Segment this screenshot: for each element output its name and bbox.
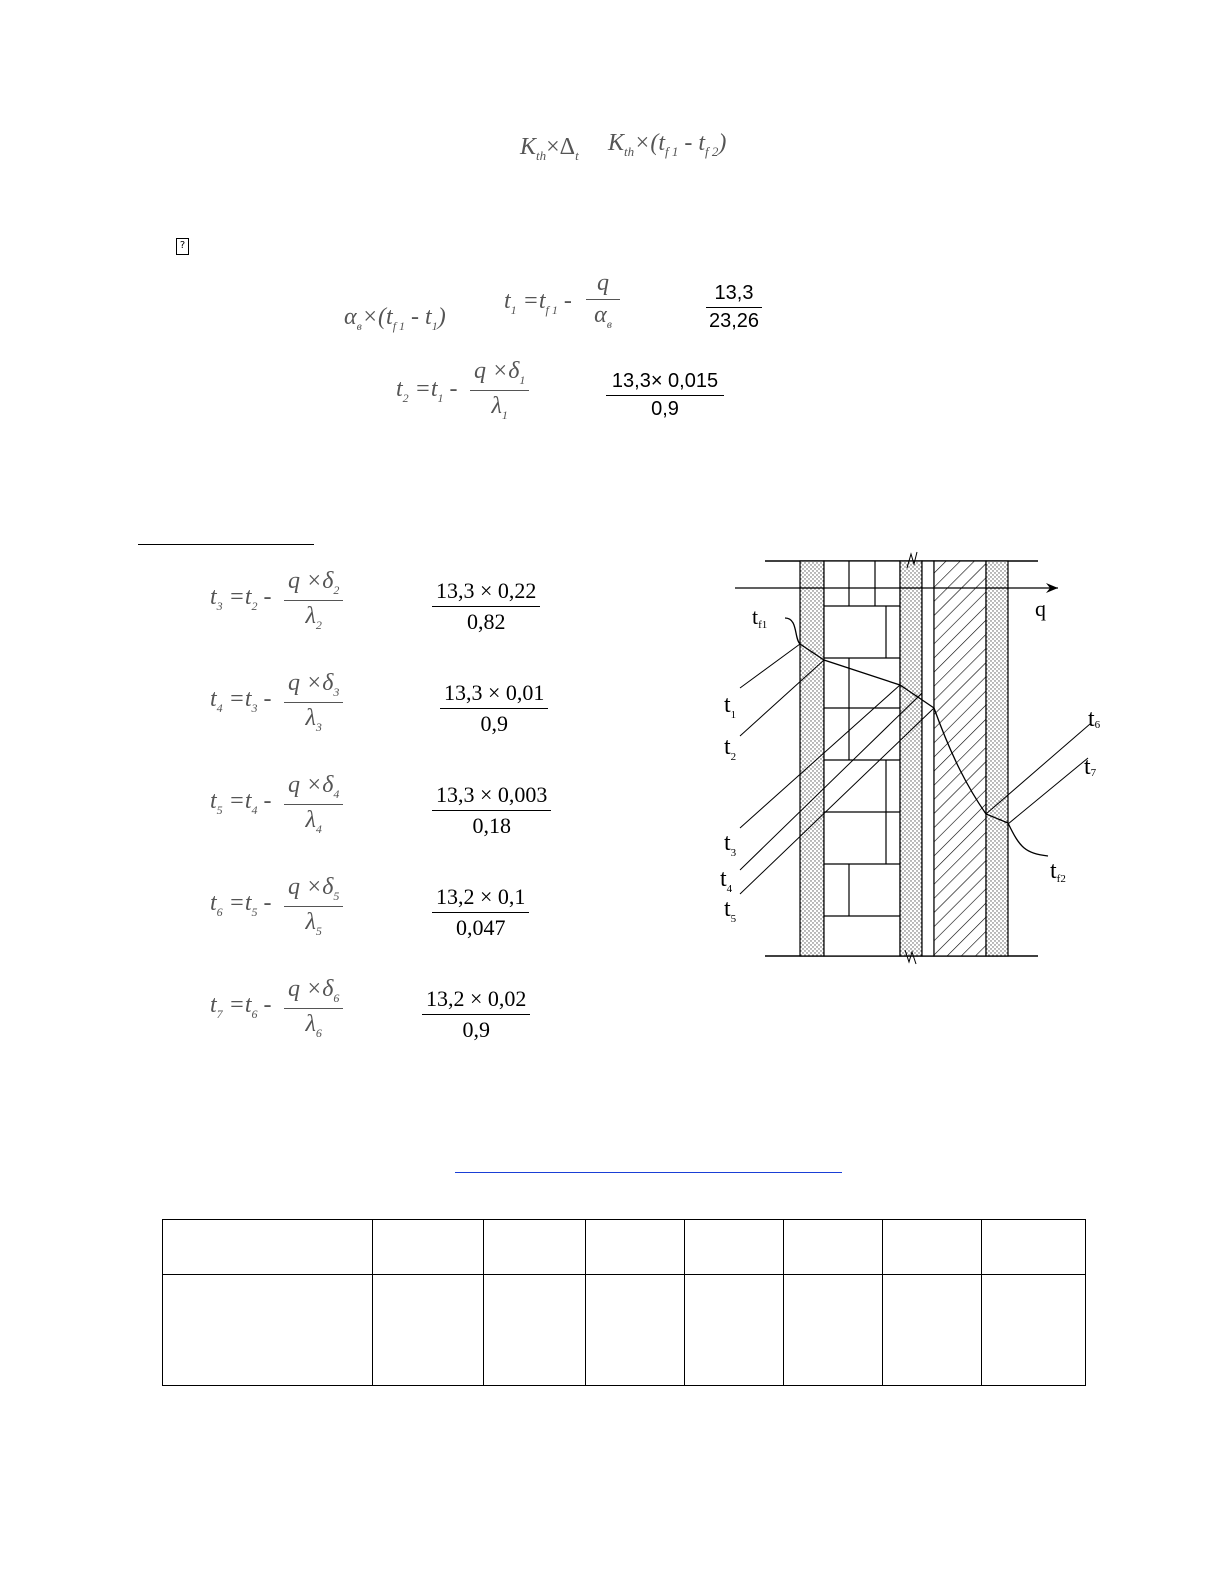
layer-brick bbox=[824, 561, 900, 956]
layer-plaster-inner bbox=[800, 561, 824, 956]
top-formula-k-delta: $K_{th}\times\Delta_t$ bbox=[520, 134, 579, 163]
label-t5: $t_5$ bbox=[724, 896, 737, 925]
top-formula-k-temp-diff: $K_{th}\times(t_{f 1} - t_{f 2})$ bbox=[608, 130, 727, 159]
table-cell bbox=[373, 1275, 484, 1386]
layer-insulation bbox=[934, 561, 986, 956]
label-t6: t6 bbox=[1088, 706, 1101, 732]
label-tf1: tf1 bbox=[752, 604, 768, 631]
label-t7: t7 bbox=[1084, 754, 1097, 780]
eq1-q-over-alpha: q $\alpha_в$ bbox=[586, 270, 620, 332]
table-cell bbox=[484, 1220, 586, 1275]
layer-plaster-outer bbox=[986, 561, 1008, 956]
eq1-value-fraction: $\frac{13,3}{23,26}$ bbox=[706, 282, 762, 333]
eq-t4-q-delta-over-lambda: $\frac{q \times\delta_3}{\lambda_3}$ bbox=[284, 670, 343, 735]
label-t4: $t_4$ bbox=[720, 866, 733, 895]
eq-t7-q-delta-over-lambda: $\frac{q \times\delta_6}{\lambda_6}$ bbox=[284, 976, 343, 1041]
label-t1: $t_1$ bbox=[724, 692, 737, 721]
table-cell bbox=[685, 1275, 784, 1386]
table-cell bbox=[586, 1275, 685, 1386]
table-cell bbox=[883, 1220, 982, 1275]
eq-t6-definition: $t_6 =t_5$ - bbox=[210, 890, 272, 919]
table-cell bbox=[883, 1275, 982, 1386]
results-table bbox=[162, 1219, 1086, 1386]
eq-t5-q-delta-over-lambda: $\frac{q \times\delta_4}{\lambda_4}$ bbox=[284, 772, 343, 837]
q-label: q bbox=[1035, 596, 1046, 621]
eq-t4-definition: $t_4 =t_3$ - bbox=[210, 686, 272, 715]
eq-t5-definition: $t_5 =t_4$ - bbox=[210, 788, 272, 817]
label-t2: $t_2$ bbox=[724, 734, 737, 763]
label-t3: $t_3$ bbox=[724, 830, 737, 859]
section-underline bbox=[138, 544, 314, 545]
eq-t6-value-fraction: $\frac{13,2 \times 0,1}{0,047}$ bbox=[432, 884, 529, 941]
eq-t6-q-delta-over-lambda: $\frac{q \times\delta_5}{\lambda_5}$ bbox=[284, 874, 343, 939]
layer-membrane bbox=[922, 561, 934, 956]
table-cell bbox=[586, 1220, 685, 1275]
table-cell bbox=[163, 1275, 373, 1386]
table-cell bbox=[163, 1220, 373, 1275]
table-cell bbox=[982, 1220, 1086, 1275]
wall-temperature-diagram bbox=[690, 548, 1120, 968]
eq-t5-value-fraction: $\frac{13,3 \times 0,003}{0,18}$ bbox=[432, 782, 551, 839]
eq-t3-value-fraction: $\frac{13,3 \times 0,22}{0,82}$ bbox=[432, 578, 540, 635]
eq-t7-value-fraction: $\frac{13,2 \times 0,02}{0,9}$ bbox=[422, 986, 530, 1043]
table-cell bbox=[982, 1275, 1086, 1386]
caption-underline bbox=[455, 1172, 842, 1173]
eq1-alpha-expression: $\alpha_в\times(t_{f 1} - t_1)$ bbox=[344, 304, 446, 333]
eq-t4-value-fraction: $\frac{13,3 \times 0,01}{0,9}$ bbox=[440, 680, 548, 737]
table-cell bbox=[484, 1275, 586, 1386]
table-row bbox=[163, 1220, 1086, 1275]
table-row bbox=[163, 1275, 1086, 1386]
table-cell bbox=[373, 1220, 484, 1275]
missing-glyph-box: ? bbox=[176, 238, 189, 255]
table-cell bbox=[685, 1220, 784, 1275]
label-tf2: tf2 bbox=[1050, 858, 1066, 885]
table-cell bbox=[784, 1275, 883, 1386]
eq-t3-definition: $t_3 =t_2$ - bbox=[210, 584, 272, 613]
layer-mortar bbox=[900, 561, 922, 956]
eq-t7-definition: $t_7 =t_6$ - bbox=[210, 992, 272, 1021]
table-cell bbox=[784, 1220, 883, 1275]
eq1-t1-definition: $t_1 =t_{f 1}$ - bbox=[504, 288, 572, 317]
eq2-t2-definition: $t_2 =t_1$ - bbox=[396, 376, 458, 405]
eq2-value-fraction: $\frac{13,3\times 0,015}{0,9}$ bbox=[606, 370, 724, 421]
eq2-q-delta-over-lambda: $\frac{q \times\delta_1}{\lambda_1}$ bbox=[470, 358, 529, 423]
eq-t3-q-delta-over-lambda: $\frac{q \times\delta_2}{\lambda_2}$ bbox=[284, 568, 343, 633]
